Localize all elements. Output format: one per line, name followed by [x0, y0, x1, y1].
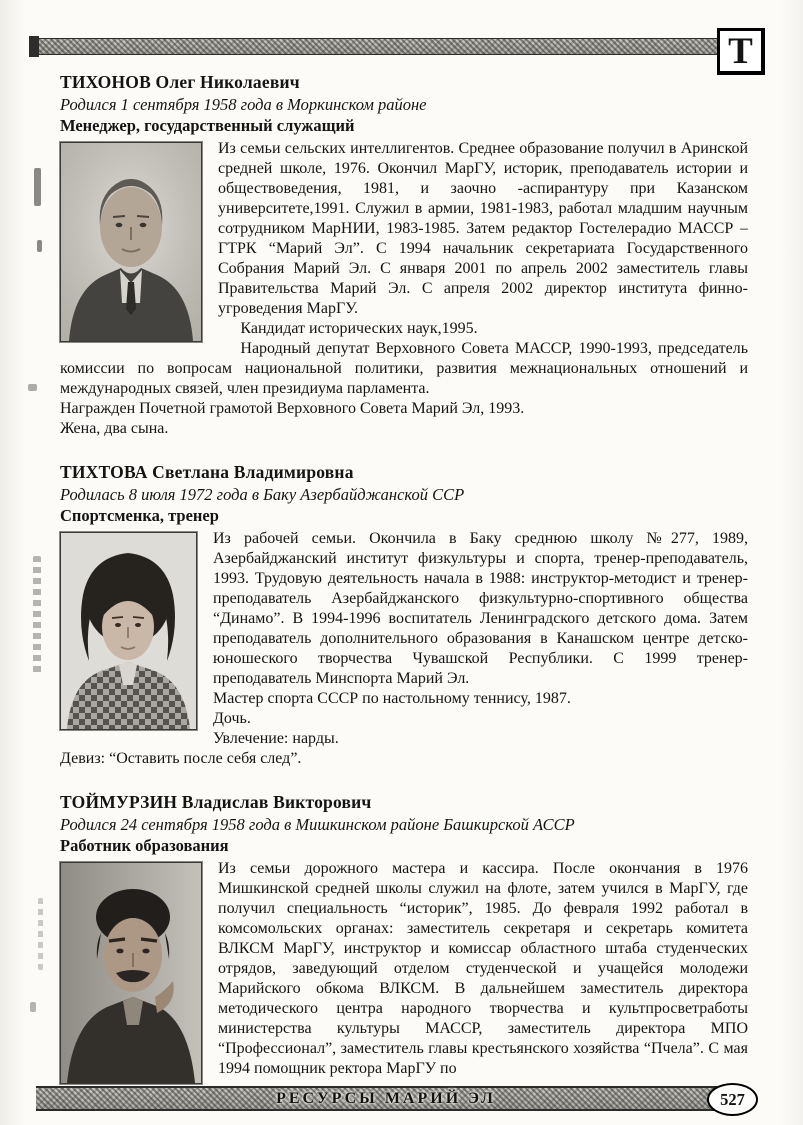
bio-paragraph: Мастер спорта СССР по настольному теннису, 1987. — [213, 690, 571, 707]
page-number-badge — [707, 1083, 758, 1116]
portrait-photo — [60, 142, 202, 342]
scan-artifact — [37, 240, 42, 252]
bio-paragraph: Из семьи сельских интеллигентов. Среднее образование получил в Аринской средней школе, 1976. Окончил МарГУ, историк, преподаватель истории и обществоведения, 1981, и заочно -аспирантуру при Казанском университете,1991. Служил в армии, 1981-1983, работал младшим научным сотрудником МарНИИ, 1983-1985. Затем редактор Гостелерадио МАССР – ГТРК “Марий Эл”. С 1994 начальник секретариата Государственного Собрания Марий Эл. С января 2001 по апрель 2002 заместитель главы Правительства Марий Эл. С апреля 2002 директор института финно-угроведения МарГУ. — [218, 140, 748, 317]
entry-occupation: Менеджер, государственный служащий — [60, 116, 355, 135]
man-portrait-illustration — [61, 143, 201, 341]
scan-artifact — [38, 898, 43, 970]
entry-birth-line: Родился 24 сентября 1958 года в Мишкинском районе Башкирской АССР — [60, 815, 575, 834]
entry-occupation: Спортсменка, тренер — [60, 506, 219, 525]
bio-paragraph: Девиз: “Оставить после себя след”. — [60, 750, 302, 767]
page-number: 527 — [720, 1089, 745, 1109]
bio-paragraph: Кандидат исторических наук,1995. — [240, 320, 478, 337]
entry-bio — [60, 529, 748, 769]
entry-name: ТИХТОВА Светлана Владимировна — [60, 462, 354, 482]
page-content — [60, 72, 748, 1088]
bio-paragraph: Дочь. — [213, 710, 251, 727]
bio-paragraph: Увлечение: нарды. — [213, 730, 339, 747]
portrait-photo — [60, 532, 197, 730]
biography-entry — [60, 72, 748, 439]
entry-name: ТИХОНОВ Олег Николаевич — [60, 72, 300, 92]
entry-birth-line: Родилась 8 июля 1972 года в Баку Азербайджанской ССР — [60, 485, 465, 504]
entry-bio — [60, 139, 748, 439]
footer-title: РЕСУРСЫ МАРИЙ ЭЛ — [276, 1089, 496, 1107]
header-ornament-bar — [36, 38, 718, 55]
bio-paragraph: Из семьи дорожного мастера и кассира. После окончания в 1976 Мишкинской средней школы служил на флоте, затем учился в МарГУ, где получил специальность “историк”, 1985. До февраля 1992 работал в комсомольских органах: заместитель секретаря и секретарь комитета ВЛКСМ МарГУ, инструктор и комиссар областного штаба студенческих отрядов, заведующий отделом студенческой и учащейся молодежи Марийского обкома ВЛКСМ. В дальнейшем заместитель директора методического центра народного творчества и культпросветработы министерства культуры МАССР, заместитель директора МПО “Профессионал”, заместитель главы крестьянского хозяйства “Пчела”. С мая 1994 помощник ректора МарГУ по — [218, 860, 748, 1077]
bio-paragraph: Из рабочей семьи. Окончила в Баку среднюю школу №277, 1989, Азербайджанский институт физкультуры и спорта, тренер-преподаватель, 1993. Трудовую деятельность начала в 1988: инструктор-методист и тренер-преподаватель Азербайджанского физкультурно-спортивного общества “Динамо”. В 1994-1996 воспитатель Ленинградского детского дома. Затем преподаватель дополнительного образования в Канашском центре детско-юношеского творчества Чувашской Республики. С 1999 тренер-преподаватель Минспорта Марий Эл. — [213, 530, 748, 687]
portrait-photo — [60, 862, 202, 1084]
biography-entry — [60, 792, 748, 1088]
scan-artifact — [30, 1002, 36, 1012]
biography-entry — [60, 462, 748, 769]
section-letter: Т — [728, 30, 753, 72]
woman-portrait-illustration — [61, 533, 196, 729]
entry-birth-line: Родился 1 сентября 1958 года в Моркинском районе — [60, 95, 427, 114]
scan-artifact — [28, 384, 37, 391]
scan-artifact — [33, 556, 41, 674]
entry-bio — [60, 859, 748, 1088]
entry-occupation: Работник образования — [60, 836, 229, 855]
ornament-cap — [29, 36, 39, 57]
entry-name: ТОЙМУРЗИН Владислав Викторович — [60, 792, 372, 812]
footer-ornament-bar — [36, 1086, 745, 1111]
section-letter-box — [717, 28, 765, 75]
bio-paragraph: Награжден Почетной грамотой Верховного Совета Марий Эл, 1993. — [60, 400, 525, 417]
bio-paragraph: Жена, два сына. — [60, 420, 169, 437]
man-mustache-portrait-illustration — [61, 863, 201, 1083]
bio-paragraph: Народный депутат Верховного Совета МАССР, 1990-1993, председатель комиссии по вопросам национальной политики, развития межнациональных отношений и международных связей, член президиума парламента. — [60, 340, 748, 397]
scan-artifact — [34, 168, 41, 206]
